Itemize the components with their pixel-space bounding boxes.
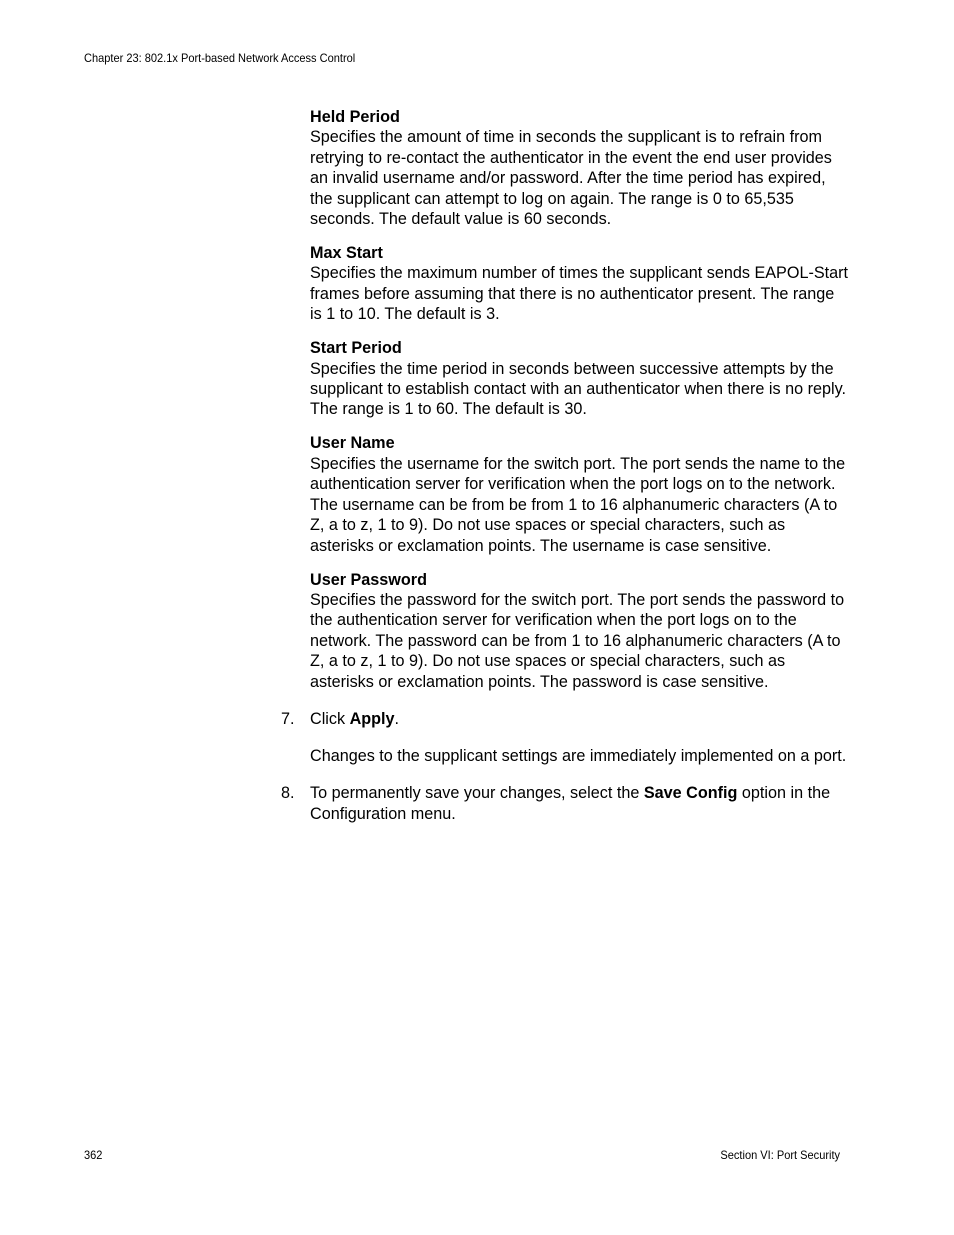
section-title: Section VI: Port Security: [720, 1148, 840, 1162]
parameter-name: Max Start: [310, 244, 383, 263]
parameter-description: Specifies the maximum number of times the supplicant sends EAPOL-Start frames before assuming that there is no authenticator present. The range is 1 to 10. The default is 3.: [310, 264, 849, 324]
parameter-max-start: [310, 243, 850, 325]
step-number: 7.: [281, 709, 295, 728]
parameter-user-password: [310, 570, 850, 692]
step-text: [310, 709, 850, 729]
parameter-name: Start Period: [310, 339, 402, 358]
parameter-name: User Name: [310, 434, 395, 453]
step-note: Changes to the supplicant settings are immediately implemented on a port.: [310, 746, 847, 765]
running-header: Chapter 23: 802.1x Port-based Network Access Control: [84, 51, 356, 65]
parameter-start-period: [310, 338, 850, 420]
parameter-description: Specifies the password for the switch port. The port sends the password to the authentication server for verification when the port logs on to the network. The password can be from 1 to 16 alphanumeric characters (A to Z, a to z, 1 to 9). Do not use spaces or special characters, such as asterisks or exclamation points. The password is case sensitive.: [310, 590, 845, 691]
parameter-name: User Password: [310, 570, 427, 589]
parameter-description: Specifies the username for the switch port. The port sends the name to the authentication server for verification when the port logs on to the network. The username can be from be from 1 to 16 alphanumeric characters (A to Z, a to z, 1 to 9). Do not use spaces or special characters, such as asterisks or exclamation points. The username is case sensitive.: [310, 454, 846, 555]
parameter-user-name: [310, 433, 850, 555]
step-text-prefix: Click: [310, 709, 350, 728]
step-number: 8.: [281, 784, 295, 803]
parameter-description: Specifies the time period in seconds between successive attempts by the supplicant to establish contact with an authenticator when there is no reply. The range is 1 to 60. The default is 30.: [310, 359, 846, 419]
step-text-suffix: .: [394, 709, 400, 728]
step-8: [281, 783, 850, 824]
step-text: [310, 783, 850, 824]
parameter-name: Held Period: [310, 108, 400, 126]
page-number: 362: [84, 1148, 103, 1162]
step-text-prefix: To permanently save your changes, select the: [310, 784, 644, 803]
step-text-suffix: option in the Configuration menu.: [310, 784, 831, 823]
step-7: [281, 709, 850, 766]
step-text-bold: Apply: [349, 709, 395, 728]
page-content: [281, 107, 850, 824]
parameter-held-period: [310, 107, 850, 229]
parameter-description: Specifies the amount of time in seconds the supplicant is to refrain from retrying to re-contact the authenticator in the event the end user provides an invalid username and/or password. After the time period has expired, the supplicant can attempt to log on again. The range is 0 to 65,535 seconds. The default value is 60 seconds.: [310, 128, 832, 229]
step-text-bold: Save Config: [643, 784, 738, 803]
